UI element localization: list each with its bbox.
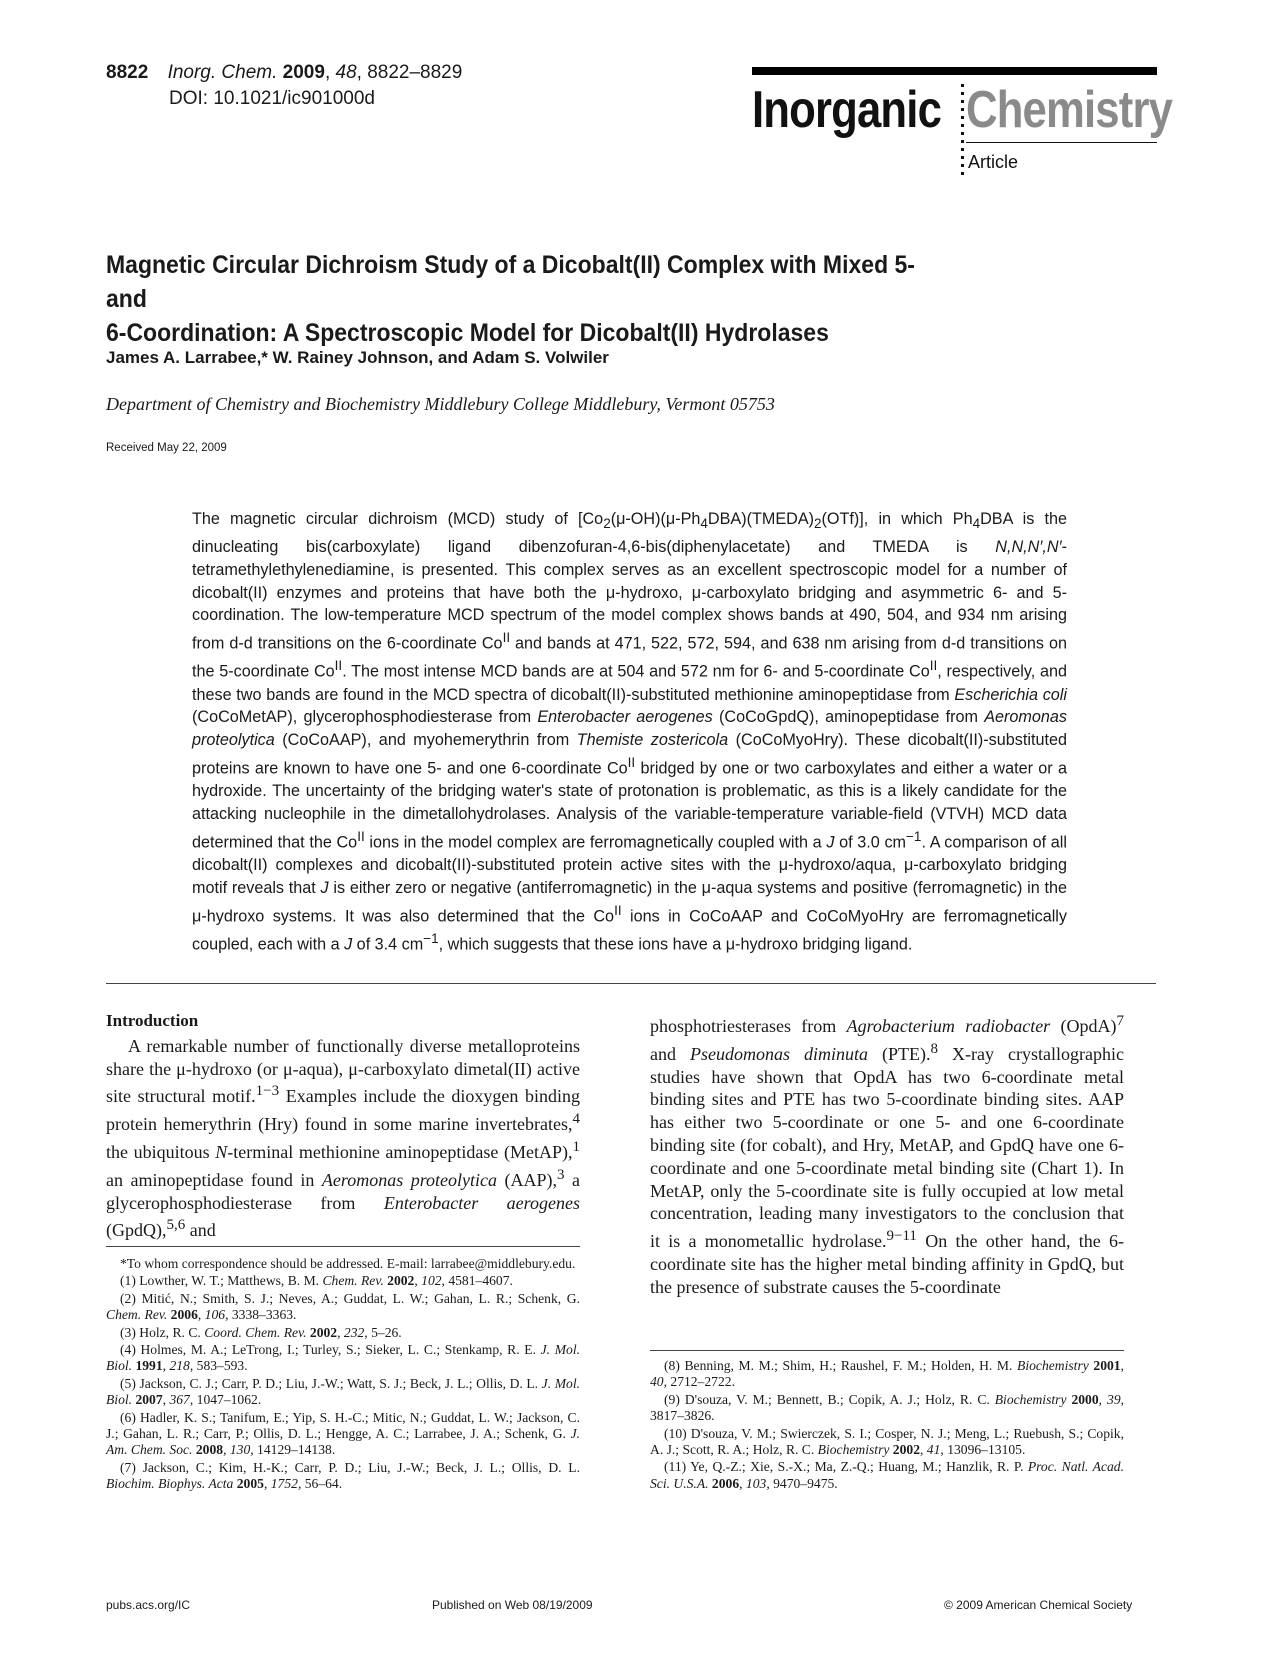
reference-10: (10) D'souza, V. M.; Swierczek, S. I.; Cosper, N. J.; Meng, L.; Ruebush, S.; Copik, A. J.; Scott, R. A.; Holz, R. C. Biochemistry 2002, 41, 13096–13105. xyxy=(650,1425,1124,1458)
journal-name: Inorg. Chem. xyxy=(167,62,278,83)
journal-logo xyxy=(752,62,1173,180)
reference-1: (1) Lowther, W. T.; Matthews, B. M. Chem. Rev. 2002, 102, 4581–4607. xyxy=(120,1273,513,1289)
article-title xyxy=(106,248,962,350)
reference-3: (3) Holz, R. C. Coord. Chem. Rev. 2002, 232, 5–26. xyxy=(120,1324,402,1340)
correspondence-note: *To whom correspondence should be addressed. E-mail: larrabee@middlebury.edu. xyxy=(120,1256,576,1271)
page-number: 8822 xyxy=(106,62,149,83)
footer-url[interactable]: pubs.acs.org/IC xyxy=(106,1598,191,1612)
journal-year: 2009 xyxy=(282,62,325,83)
footnotes-right xyxy=(650,1358,1124,1493)
doi[interactable]: DOI: 10.1021/ic901000d xyxy=(169,88,375,109)
reference-6: (6) Hadler, K. S.; Tanifum, E.; Yip, S. H.-C.; Mitic, N.; Guddat, L. W.; Jackson, C. J.; Gahan, L. R.; Carr, P.; Ollis, D. L.; Hengge, A. C.; Larrabee, J. A.; Schenk, G. J. Am. Chem. Soc. 2008, 130, 14129–14138. xyxy=(106,1409,580,1458)
article-type: Article xyxy=(968,152,1019,172)
title-line-1: Magnetic Circular Dichroism Study of a Dicobalt(II) Complex with Mixed 5- and xyxy=(106,251,915,313)
logo-dots xyxy=(961,84,965,236)
section-heading-introduction: Introduction xyxy=(106,1011,199,1030)
intro-paragraph: A remarkable number of functionally diverse metalloproteins share the μ-hydroxo (or μ-aqua), μ-carboxylato dimetal(II) active site structural motif.$^{1-3}$ Examples include the dioxygen binding protein hemerythrin (Hry) found in some marine invertebrates,$^4$ the ubiquitous N-terminal methionine aminopeptidase (MetAP),$^1$ an aminopeptidase found in Aeromonas proteolytica (AAP),$^3$ a glycerophosphodiesterase from Enterobacter aerogenes (GpdQ),$^{5,6}$ and xyxy=(106,1035,581,1241)
reference-11: (11) Ye, Q.-Z.; Xie, S.-X.; Ma, Z.-Q.; Huang, M.; Hanzlik, R. P. Proc. Natl. Acad. Sci. U.S.A. 2006, 103, 9470–9475. xyxy=(650,1459,1124,1491)
reference-5: (5) Jackson, C. J.; Carr, P. D.; Liu, J.-W.; Watt, S. J.; Beck, J. L.; Ollis, D. L. J. Mol. Biol. 2007, 367, 1047–1062. xyxy=(106,1375,580,1408)
footnote-rule xyxy=(650,1350,1124,1351)
authors: James A. Larrabee,* W. Rainey Johnson, and Adam S. Volwiler xyxy=(106,348,609,367)
footnote-rule xyxy=(106,1246,580,1247)
journal-volume: 48 xyxy=(335,62,357,83)
received-date: Received May 22, 2009 xyxy=(106,442,227,454)
title-line-2: 6-Coordination: A Spectroscopic Model for Dicobalt(II) Hydrolases xyxy=(106,319,829,347)
reference-7: (7) Jackson, C.; Kim, H.-K.; Carr, P. D.; Liu, J.-W.; Beck, J. L.; Ollis, D. L. Biochim. Biophys. Acta 2005, 1752, 56–64. xyxy=(106,1459,580,1492)
logo-text-chemistry: Chemistry xyxy=(966,81,1173,139)
reference-9: (9) D'souza, V. M.; Bennett, B.; Copik, A. J.; Holz, R. C. Biochemistry 2000, 39, 3817–3826. xyxy=(650,1391,1125,1424)
affiliation: Department of Chemistry and Biochemistry Middlebury College Middlebury, Vermont 05753 xyxy=(106,394,775,414)
journal-citation: 8822 Inorg. Chem. 2009, 48, 8822–8829 xyxy=(106,62,463,83)
logo-rule xyxy=(966,142,1157,143)
section-divider xyxy=(106,983,1156,984)
reference-8: (8) Benning, M. M.; Shim, H.; Raushel, F. M.; Holden, H. M. Biochemistry 2001, 40, 2712–2722. xyxy=(650,1358,1124,1390)
logo-bar xyxy=(752,67,1157,75)
abstract xyxy=(192,508,1067,956)
journal-pages: 8822–8829 xyxy=(367,62,463,83)
reference-4: (4) Holmes, M. A.; LeTrong, I.; Turley, S.; Sieker, L. C.; Stenkamp, R. E. J. Mol. Biol. 1991, 218, 583–593. xyxy=(106,1342,580,1374)
abstract-text: The magnetic circular dichroism (MCD) study of $[Co_2(\mu-OH)(\mu-Ph_4DBA)(TMEDA)_2(OTf)]$, in which $Ph_4DBA$ is the dinucleating bis(carboxylate) ligand dibenzofuran-4,6-bis(diphenylacetate) and TMEDA is N,N,N′,N′-tetramethylethylenediamine, is presented. This complex serves as an excellent spectroscopic model for a number of dicobalt(II) enzymes and proteins that have both the μ-hydroxo, μ-carboxylato bridging and asymmetric 6- and 5-coordination. The low-temperature MCD spectrum of the model complex shows bands at 490, 504, and 934 nm arising from d-d transitions on the 6-coordinate $Co^{II}$ and bands at 471, 522, 572, 594, and 638 nm arising from d-d transitions on the 5-coordinate $Co^{II}$. The most intense MCD bands are at 504 and 572 nm for 6- and 5-coordinate $Co^{II}$, respectively, and these two bands are found in the MCD spectra of dicobalt(II)-substituted methionine aminopeptidase from Escherichia coli (CoCoMetAP), glycerophosphodiesterase from Enterobacter aerogenes (CoCoGpdQ), aminopeptidase from Aeromonas proteolytica (CoCoAAP), and myohemerythrin from Themiste zostericola (CoCoMyoHry). These dicobalt(II)-substituted proteins are known to have one 5- and one 6-coordinate $Co^{II}$ bridged by one or two carboxylates and either a water or a hydroxide. The uncertainty of the bridging water's state of protonation is problematic, as this is a likely candidate for the attacking nucleophile in the dimetallohydrolases. Analysis of the variable-temperature variable-field (VTVH) MCD data determined that the $Co^{II}$ ions in the model complex are ferromagnetically coupled with a J of 3.0 $cm^{-1}$. A comparison of all dicobalt(II) complexes and dicobalt(II)-substituted protein active sites with the μ-hydroxo/aqua, μ-carboxylato bridging motif reveals that J is either zero or negative (antiferromagnetic) in the μ-aqua systems and positive (ferromagnetic) in the μ-hydroxo systems. It was also determined that the $Co^{II}$ ions in CoCoAAP and CoCoMyoHry are ferromagnetically coupled, each with a J of 3.4 $cm^{-1}$, which suggests that these ions have a μ-hydroxo bridging ligand. xyxy=(192,510,1068,954)
intro-paragraph-continued: phosphotriesterases from Agrobacterium radiobacter (OpdA)$^7$ and Pseudomonas diminuta (PTE).$^8$ X-ray crystallographic studies have shown that OpdA has two 6-coordinate metal binding sites and PTE has two 5-coordinate binding sites. AAP has either two 5-coordinate or one 5- and one 6-coordinate binding site (for cobalt), and Hry, MetAP, and GpdQ have one 6-coordinate and one 5-coordinate metal binding site (Chart 1). In MetAP, only the 5-coordinate site is fully occupied at low metal concentration, leading many investigators to the conclusion that it is a monometallic hydrolase.$^{9-11}$ On the other hand, the 6-coordinate site has the higher metal binding affinity in GpdQ, but the presence of substrate causes the 5-coordinate xyxy=(650,1013,1125,1297)
logo-text-inorganic: Inorganic xyxy=(752,81,942,139)
footer-copyright: © 2009 American Chemical Society xyxy=(944,1598,1133,1612)
footnotes-left xyxy=(106,1256,580,1494)
footer-published: Published on Web 08/19/2009 xyxy=(432,1598,593,1612)
body-column-right xyxy=(650,1010,1124,1299)
reference-2: (2) Mitić, N.; Smith, S. J.; Neves, A.; Guddat, L. W.; Gahan, L. R.; Schenk, G. Chem. Rev. 2006, 106, 3338–3363. xyxy=(106,1290,580,1323)
body-column-left xyxy=(106,1010,580,1242)
